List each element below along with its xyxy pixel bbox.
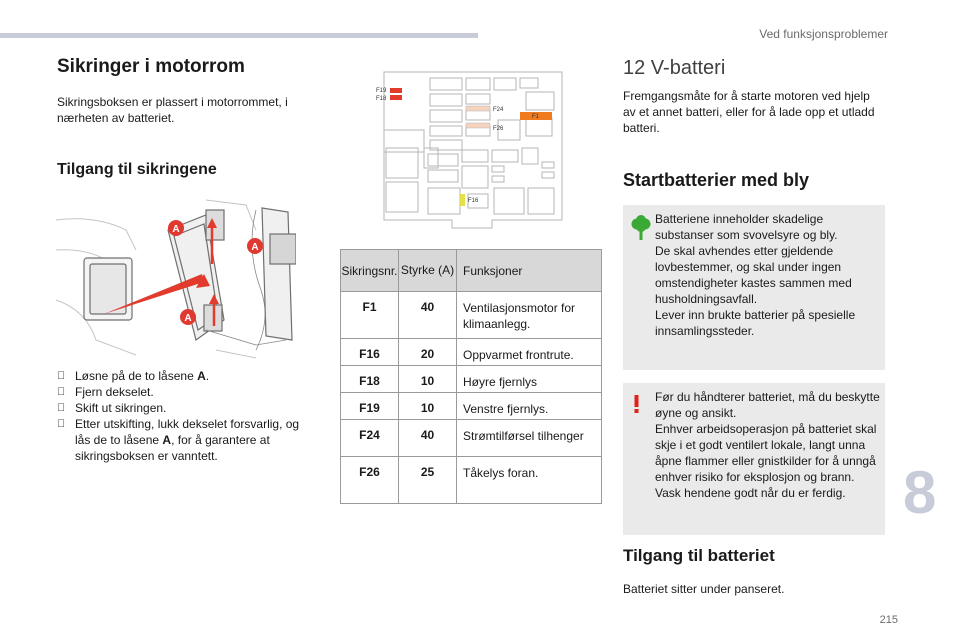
fuse-table [340,249,602,504]
step-bullet [57,400,65,416]
warning-note-paragraph: Før du håndterer batteriet, må du beskytte øyne og ansikt. [655,390,880,420]
instruction-step [57,368,307,384]
instruction-list [57,368,307,464]
battery-title: 12 V-batteri [623,57,726,79]
fuse-number: F16 [341,339,399,366]
step-text: . [205,369,210,383]
environment-note-paragraph: De skal avhendes etter gjeldende lovbestemmer, og skal under ingen omstendigheter kastes sammen med husholdningsavfall. [655,244,852,306]
environment-note-paragraph: Batteriene inneholder skadelige substanser som svovelsyre og bly. [655,212,838,242]
step-bullet [57,368,65,384]
fusebox-diagram [372,70,572,230]
tree-icon [631,215,651,241]
fuse-number: F18 [341,366,399,393]
fuse-function: Strømtilførsel tilhenger [457,420,602,457]
fuse-label-f18: F18 [376,96,387,102]
step-lock-ref: A [197,369,206,383]
instruction-step [57,384,307,400]
fuse-table-header [341,250,602,292]
environment-note-paragraph: Lever inn brukte batterier på spesielle innsamlingssteder. [655,308,856,338]
step-text: Etter utskifting, lukk dekselet forsvarlig, og lås de to låsene [75,417,300,447]
fuse-number: F19 [341,393,399,420]
col-functions: Funksjoner [457,250,602,292]
battery-location-text: Batteriet sitter under panseret. [623,582,785,596]
col-rating: Styrke (A) [399,250,457,292]
fuse-label-f1: F1 [532,114,540,120]
chapter-number: 8 [903,459,937,526]
step-lock-ref: A [162,433,172,447]
fuse-rating: 20 [399,339,457,366]
fuse-row [341,420,602,457]
svg-text:A: A [184,313,192,324]
step-bullet [57,416,65,432]
fuse-function: Ventilasjonsmotor for klimaanlegg. [457,292,602,339]
environment-note [623,205,885,370]
header-bar [0,33,478,38]
warning-note [623,383,885,535]
col-fuse-number: Sikringsnr. [341,250,399,292]
fuse-rating: 40 [399,292,457,339]
warning-note-paragraph: Vask hendene godt når du er ferdig. [655,486,846,500]
fuse-rating: 10 [399,366,457,393]
svg-text:A: A [251,242,259,253]
warning-note-paragraph: Enhver arbeidsoperasjon på batteriet skal skje i et godt ventilert lokale, langt unna åpne flammer eller gnistkilder for å unngå enhver risiko for eksplosjon og brann. [655,422,877,484]
fuse-rating: 25 [399,457,457,504]
instruction-step [57,400,307,416]
lock-label-a [180,309,196,325]
fuse-function: Tåkelys foran. [457,457,602,504]
fuse-label-f26: F26 [493,126,504,132]
step-text: Løsne på de to låsene [75,369,198,383]
fuse-function: Oppvarmet frontrute. [457,339,602,366]
fuse-label-f16: F16 [468,198,479,204]
step-text: , for å garantere at sikringsboksen er vanntett. [75,433,270,463]
step-text: Skift ut sikringen. [75,401,167,415]
lead-batteries-title: Startbatterier med bly [623,170,810,190]
fuse-row [341,339,602,366]
fuse-row [341,393,602,420]
fuse-label-f24: F24 [493,107,504,113]
fuse-number: F1 [341,292,399,339]
step-text: Fjern dekselet. [75,385,154,399]
exclamation-icon [631,393,643,415]
section-title: Ved funksjonsproblemer [759,27,888,41]
page-number: 215 [879,614,898,626]
fuses-intro: Sikringsboksen er plassert i motorrommet, i nærheten av batteriet. [57,95,288,125]
lock-label-a [247,238,263,254]
fuse-function: Venstre fjernlys. [457,393,602,420]
fuse-label-f19: F19 [376,88,387,94]
fuse-row [341,292,602,339]
fuse-row [341,366,602,393]
fuse-rating: 40 [399,420,457,457]
fuse-row [341,457,602,504]
step-bullet [57,384,65,400]
fuse-function: Høyre fjernlys [457,366,602,393]
battery-intro: Fremgangsmåte for å starte motoren ved hjelp av et annet batteri, eller for å lade opp et utladd batteri. [623,89,875,135]
instruction-step [57,416,307,464]
svg-text:A: A [172,224,180,235]
lock-label-a [168,220,184,236]
fuse-number: F24 [341,420,399,457]
fuses-engine-title: Sikringer i motorrom [57,56,245,77]
battery-access-title: Tilgang til batteriet [623,546,775,565]
fusebox-cover-illustration [56,190,296,362]
fuse-number: F26 [341,457,399,504]
fuses-access-title: Tilgang til sikringene [57,161,217,178]
fuse-rating: 10 [399,393,457,420]
